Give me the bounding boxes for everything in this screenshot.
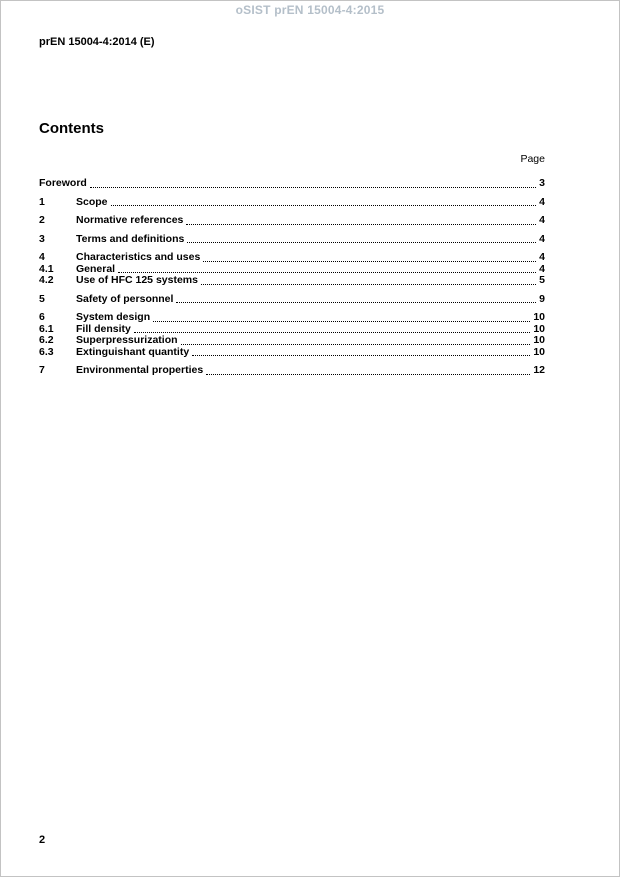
toc-entry-number: 6.1 [39, 322, 54, 335]
toc-entry-page: 4 [539, 251, 545, 263]
toc-entry-page: 10 [533, 322, 545, 335]
toc-entry-title: Environmental properties [76, 364, 204, 376]
toc-entry-page: 10 [533, 311, 545, 323]
toc-entry [39, 365, 545, 377]
dotted-leader [206, 373, 530, 375]
toc-entry-title: Scope [76, 195, 108, 208]
dotted-leader [176, 301, 536, 303]
toc-entry-page: 3 [539, 177, 545, 189]
toc-entry-page: 4 [539, 262, 545, 275]
toc-entry-title: Normative references [76, 214, 184, 226]
toc-entry-number: 4.1 [39, 262, 54, 275]
toc-entry-number: 2 [39, 214, 45, 226]
toc-entry-title: Terms and definitions [76, 232, 185, 245]
toc-list [39, 178, 545, 377]
page-column-label: Page [520, 153, 545, 165]
toc-entry [39, 335, 545, 347]
footer-page-number: 2 [39, 834, 46, 846]
toc-entry-title: Safety of personnel [76, 292, 174, 305]
toc-entry [39, 312, 545, 324]
toc-entry-page: 10 [533, 345, 545, 358]
toc-entry-title: System design [76, 311, 151, 323]
toc-entry-number: 6 [39, 311, 45, 323]
toc-entry-number: 3 [39, 232, 45, 245]
toc-entry-number: 4.2 [39, 274, 54, 286]
dotted-leader [201, 283, 536, 285]
dotted-leader [192, 354, 530, 356]
toc-entry [39, 178, 545, 190]
toc-entry-page: 5 [539, 274, 545, 286]
toc-entry-page: 9 [539, 292, 545, 305]
toc-entry-page: 4 [539, 232, 545, 245]
toc-entry-title: Characteristics and uses [76, 251, 201, 263]
dotted-leader [134, 331, 530, 333]
toc-entry [39, 215, 545, 227]
toc-entry-number: 6.3 [39, 345, 54, 358]
toc-entry [39, 197, 545, 209]
toc-entry-title: Extinguishant quantity [76, 345, 190, 358]
toc-entry-number: 1 [39, 195, 45, 208]
toc-entry-title: Foreword [39, 177, 87, 189]
dotted-leader [153, 320, 530, 322]
toc-entry-page: 4 [539, 214, 545, 226]
dotted-leader [186, 223, 536, 225]
dotted-leader [111, 204, 537, 206]
toc-entry-number: 4 [39, 251, 45, 263]
toc-entry [39, 347, 545, 359]
toc-entry-title: General [76, 262, 116, 275]
contents-heading: Contents [39, 120, 104, 137]
dotted-leader [203, 260, 536, 262]
toc-entry [39, 275, 545, 287]
document-reference: prEN 15004-4:2014 (E) [39, 36, 155, 48]
toc-entry-title: Fill density [76, 322, 131, 335]
dotted-leader [181, 343, 531, 345]
toc-entry [39, 294, 545, 306]
toc-entry [39, 252, 545, 264]
toc-entry-page: 10 [533, 334, 545, 346]
toc-entry-title: Use of HFC 125 systems [76, 274, 198, 286]
toc-entry-number: 5 [39, 292, 45, 305]
dotted-leader [187, 241, 536, 243]
toc-entry-number: 7 [39, 364, 45, 376]
toc-entry-title: Superpressurization [76, 334, 178, 346]
toc-entry [39, 234, 545, 246]
toc-entry-page: 12 [533, 364, 545, 376]
toc-entry-number: 6.2 [39, 334, 54, 346]
watermark-text: oSIST prEN 15004-4:2015 [235, 3, 385, 17]
dotted-leader [118, 271, 536, 273]
dotted-leader [90, 186, 536, 188]
toc-entry-page: 4 [539, 195, 545, 208]
